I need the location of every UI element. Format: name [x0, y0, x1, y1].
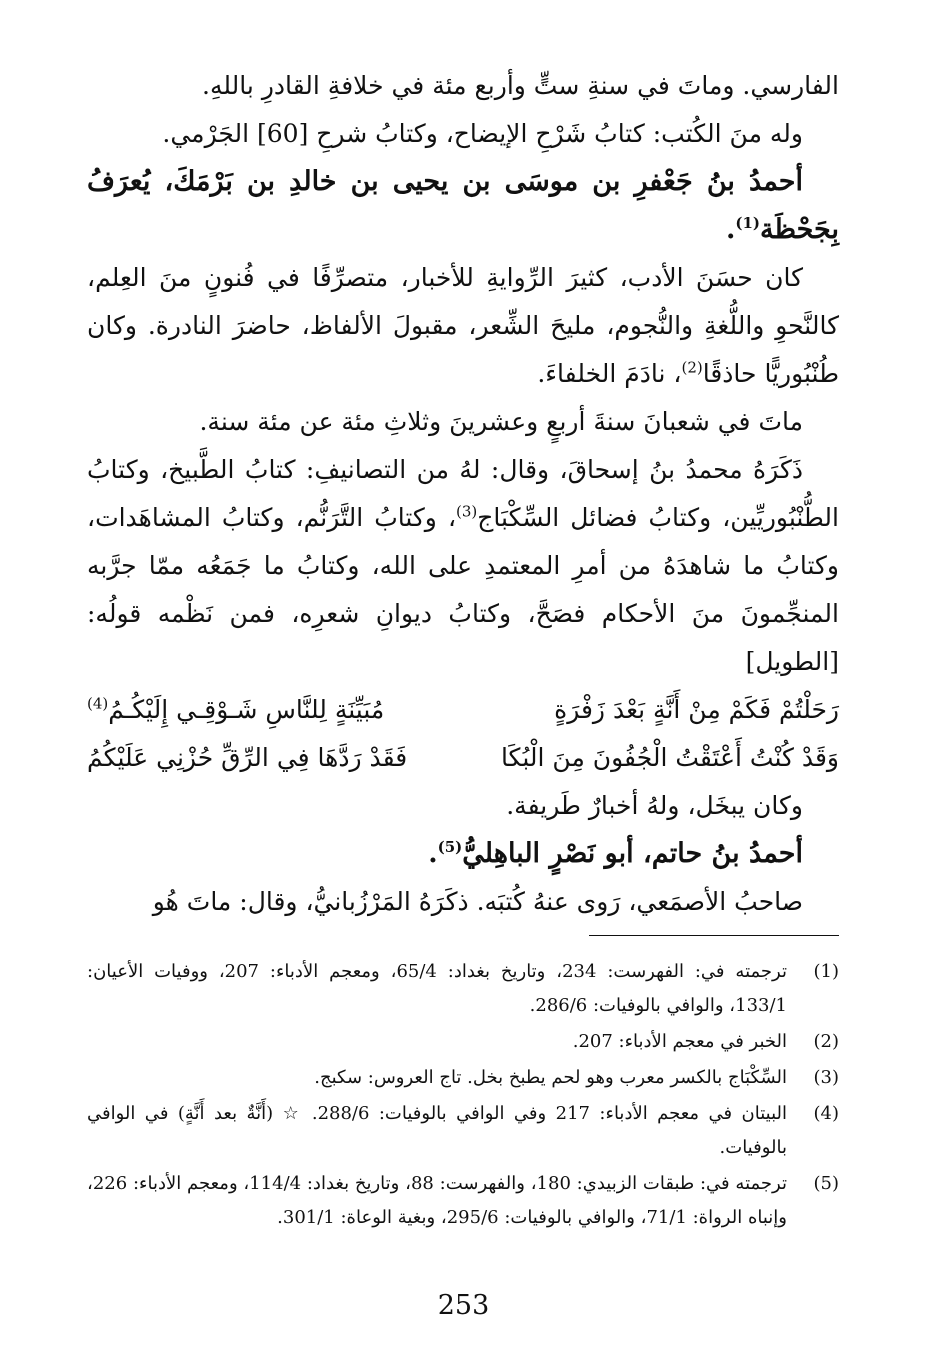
- footnote-text: ترجمته في: الفهرست: 234، وتاريخ بغداد: 65/4، ومعجم الأدباء: 207، ووفيات الأعيان: 133/1، والوافي بالوفيات: 286/6.: [87, 961, 787, 1016]
- paragraph: وكان يبخَل، ولهُ أخبارٌ طَريفة.: [506, 791, 803, 820]
- verse-first-hemistich: وَقَدْ كُنْتُ أَعْتَقْتُ الْجُفُونَ مِنَ الْبُكَا: [500, 743, 839, 772]
- heading-end: .: [725, 214, 736, 245]
- verse-text: مُبَيِّنَةٍ لِلنَّاسِ شَـوْقِـي إِلَيْكُـمُ: [108, 695, 385, 724]
- heading-end: .: [428, 838, 438, 869]
- page-number: 253: [437, 1290, 490, 1321]
- heading-text: أحمدُ بنُ حاتم، أبو نَصْرٍ الباهِليُّ: [462, 838, 803, 869]
- verse-second-hemistich: [87, 686, 384, 734]
- footnote-text: السِّكْبَاج بالكسر معرب وهو لحم يطبخ بخل. تاج العروس: سكبج.: [314, 1067, 787, 1088]
- entry-heading: [87, 158, 839, 254]
- verse-first-hemistich: رَحَلْتُمْ فَكَمْ مِنْ أَنَّةٍ بَعْدَ زَفْرَةٍ: [554, 695, 839, 724]
- footnote: [87, 955, 839, 1023]
- footnote-number: (4): [813, 1103, 839, 1124]
- heading-text: أحمدُ بنُ جَعْفرِ بن موسَى بن يحيى بن خالدِ بن بَرْمَكَ، يُعرَفُ بِجَحْظَة: [87, 166, 839, 245]
- paragraph-text: كان حسَنَ الأدب، كثيرَ الرِّوايةِ للأخبار، متصرِّفًا في فُنونٍ منَ العِلم، كالنَّحوِ واللُّغةِ والنُّجوم، مليحَ الشِّعر، مقبولَ الألفاظ، حاضرَ النادرة. وكان طُنْبُوريًّا حاذقًا: [87, 263, 839, 388]
- footnote-text: ترجمته في: طبقات الزبيدي: 180، والفهرست: 88، وتاريخ بغداد: 114/4، ومعجم الأدباء: 226، وإنباه الرواة: 71/1، والوافي بالوفيات: 295/6، وبغية الوعاة: 301/1.: [87, 1173, 787, 1228]
- paragraph: ماتَ في شعبانَ سنةَ أربعٍ وعشرينَ وثلاثِ مئة عن مئة سنة.: [199, 407, 803, 436]
- footnote: [87, 1097, 839, 1165]
- footnotes: [87, 955, 839, 1237]
- main-text: [87, 62, 839, 926]
- footnote: [87, 1061, 839, 1095]
- footnote-ref: (1): [735, 214, 760, 232]
- text-line: الفارسي. وماتَ في سنةِ ستٍّ وأربع مئة في خلافةِ القادرِ باللهِ.: [202, 71, 839, 100]
- verse-second-hemistich: فَقَدْ رَدَّهَا فِي الرِّقِّ حُزْنِي عَلَيْكُمُ: [87, 743, 408, 772]
- footnote-number: (2): [813, 1031, 839, 1052]
- paragraph-text: ذَكَرَهُ محمدُ بنُ إسحاقَ، وقال: لهُ من التصانيفِ: كتابُ الطَّبيخ، وكتابُ الطُّنْبُوريِّين، وكتابُ فضائل السِّكْبَاج: [87, 455, 839, 532]
- footnote-ref: (3): [456, 502, 478, 521]
- footnote-text: البيتان في معجم الأدباء: 217 وفي الوافي بالوفيات: 288/6. ☆ (أَنَّةٌ بعد أَنَّةٍ) في الوافي بالوفيات.: [87, 1103, 787, 1158]
- footnote: [87, 1167, 839, 1235]
- entry-heading: [87, 830, 839, 878]
- paragraph-text: ، نادَمَ الخلفاءَ.: [537, 359, 682, 388]
- footnote-number: (1): [813, 961, 839, 982]
- footnote-ref: (5): [437, 838, 463, 856]
- paragraph-text: ، وكتابُ التَّرَنُّم، وكتابُ المشاهَدات، وكتابُ ما شاهدَهُ من أمرِ المعتمدِ على الله، وكتابُ ما جَمَعُه ممّا جرَّبه المنجِّمونَ منَ الأحكام فصَحَّ، وكتابُ ديوانِ شعرِه، فمن نَظْمه قولُه: [الطويل]: [87, 503, 839, 676]
- paragraph: [87, 446, 839, 686]
- paragraph: [87, 254, 839, 398]
- footnote-number: (5): [813, 1173, 839, 1194]
- footnote-divider: [589, 935, 839, 936]
- paragraph: صاحبُ الأصمَعي، رَوى عنهُ كُتبَه. ذكَرَهُ المَرْزُبانيُّ، وقال: ماتَ هُو: [152, 887, 803, 916]
- footnote-ref: (4): [87, 694, 109, 713]
- text-line: وله منَ الكُتب: كتابُ شَرْحِ الإيضاح، وكتابُ شرحِ [60] الجَرْمي.: [162, 119, 803, 148]
- footnote-text: الخبر في معجم الأدباء: 207.: [572, 1031, 787, 1052]
- verse-line: [87, 734, 839, 782]
- footnote-ref: (2): [681, 358, 703, 377]
- verse-line: [87, 686, 839, 734]
- footnote-number: (3): [813, 1067, 839, 1088]
- footnote: [87, 1025, 839, 1059]
